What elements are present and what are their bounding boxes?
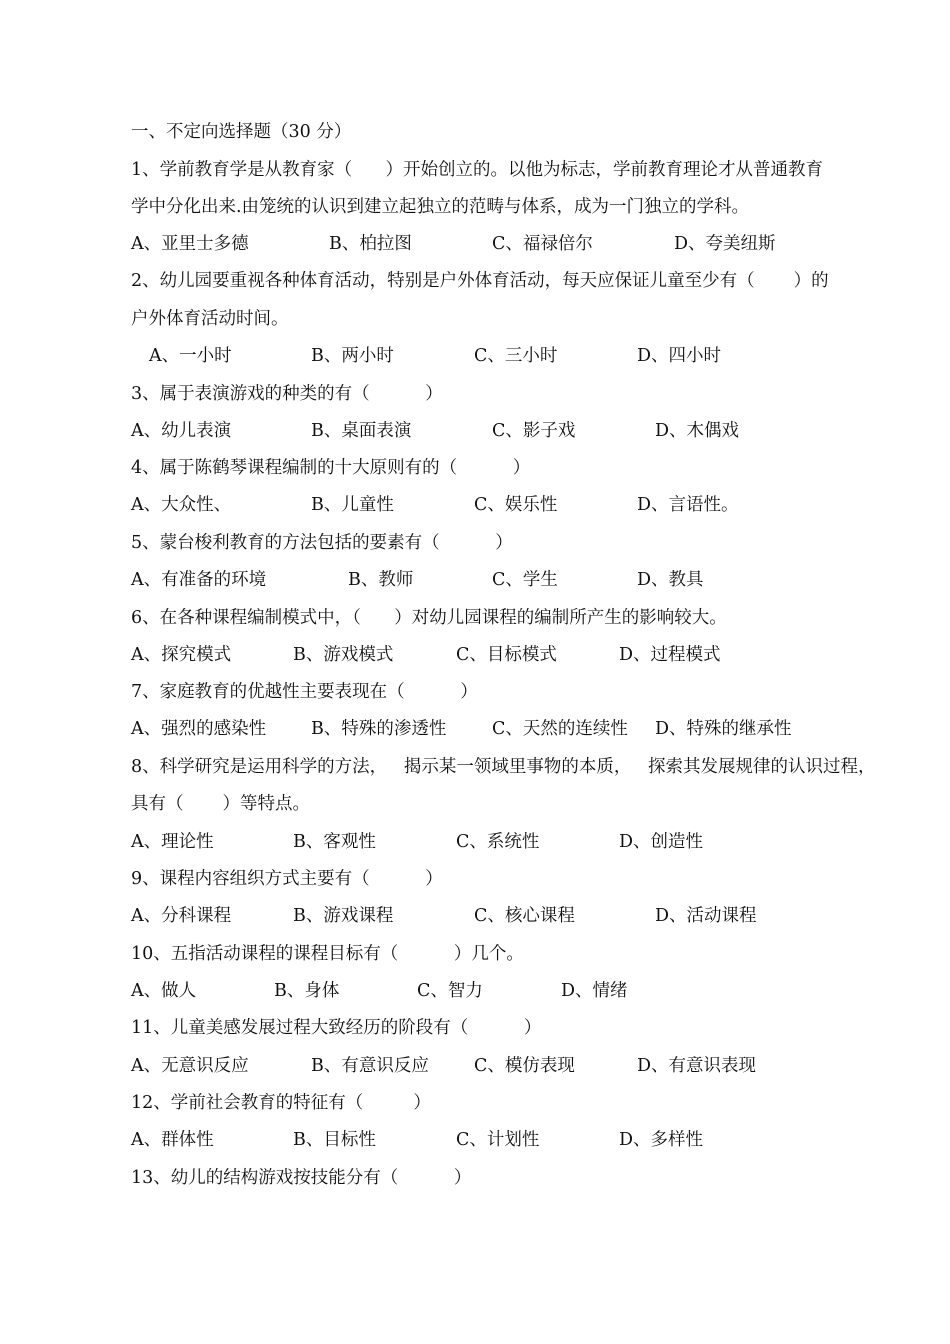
question-3-text: 3、属于表演游戏的种类的有（ ）	[131, 384, 443, 404]
question-2-text-cont: 户外体育活动时间。	[131, 309, 289, 329]
option-a: A、大众性、	[131, 495, 232, 515]
option-c: C、娱乐性	[474, 495, 558, 515]
option-d: D、活动课程	[655, 906, 757, 926]
option-a: A、幼儿表演	[131, 421, 232, 441]
question-4-text: 4、属于陈鹤琴课程编制的十大原则有的（ ）	[131, 458, 531, 478]
option-a: A、一小时	[149, 346, 232, 366]
question-2-text: 2、幼儿园要重视各种体育活动，特别是户外体育活动，每天应保证儿童至少有（ ）的	[131, 271, 829, 291]
option-c: C、学生	[492, 570, 558, 590]
option-c: C、计划性	[456, 1130, 540, 1150]
option-d: D、情绪	[561, 981, 628, 1001]
question-1-text-cont: 学中分化出来.由笼统的认识到建立起独立的范畴与体系，成为一门独立的学科。	[131, 197, 750, 217]
option-a: A、亚里士多德	[131, 234, 249, 254]
option-c: C、系统性	[456, 832, 540, 852]
option-a: A、做人	[131, 981, 197, 1001]
option-b: B、客观性	[293, 832, 376, 852]
option-c: C、影子戏	[492, 421, 576, 441]
option-d: D、创造性	[619, 832, 704, 852]
option-d: D、教具	[637, 570, 704, 590]
option-c: C、核心课程	[474, 906, 575, 926]
question-8-text-cont: 具有（ ）等特点。	[131, 794, 310, 814]
question-12-options	[131, 1129, 891, 1151]
question-6-options	[131, 644, 891, 666]
option-c: C、天然的连续性	[492, 719, 628, 739]
question-7-options	[131, 718, 891, 740]
question-10-options	[131, 980, 891, 1002]
option-d: D、过程模式	[619, 645, 721, 665]
option-a: A、探究模式	[131, 645, 232, 665]
option-c: C、目标模式	[456, 645, 557, 665]
question-2-options	[149, 345, 909, 367]
question-10-text: 10、五指活动课程的课程目标有（ ）几个。	[131, 944, 524, 964]
question-11-options	[131, 1055, 891, 1077]
option-d: D、言语性。	[637, 495, 739, 515]
option-b: B、身体	[274, 981, 340, 1001]
option-d: D、多样性	[619, 1130, 704, 1150]
option-b: B、教师	[348, 570, 414, 590]
option-c: C、智力	[417, 981, 483, 1001]
question-13-text: 13、幼儿的结构游戏按技能分有（ ）	[131, 1168, 472, 1188]
question-1-options	[131, 233, 891, 255]
option-a: A、理论性	[131, 832, 214, 852]
option-b: B、目标性	[293, 1130, 376, 1150]
question-7-text: 7、家庭教育的优越性主要表现在（ ）	[131, 682, 478, 702]
option-d: D、四小时	[637, 346, 722, 366]
question-8-text: 8、科学研究是运用科学的方法， 揭示某一领域里事物的本质， 探索其发展规律的认识过程，	[131, 757, 876, 777]
option-c: C、福禄倍尔	[492, 234, 593, 254]
option-b: B、特殊的渗透性	[311, 719, 447, 739]
option-c: C、三小时	[474, 346, 558, 366]
question-4-options	[131, 494, 891, 516]
option-a: A、群体性	[131, 1130, 214, 1150]
option-c: C、模仿表现	[474, 1056, 575, 1076]
option-d: D、木偶戏	[655, 421, 740, 441]
option-b: B、游戏模式	[293, 645, 394, 665]
question-9-text: 9、课程内容组织方式主要有（ ）	[131, 869, 443, 889]
question-11-text: 11、儿童美感发展过程大致经历的阶段有（ ）	[131, 1018, 542, 1038]
option-b: B、儿童性	[311, 495, 394, 515]
option-a: A、分科课程	[131, 906, 232, 926]
question-9-options	[131, 905, 891, 927]
question-8-options	[131, 831, 891, 853]
question-1-text: 1、学前教育学是从教育家（ ）开始创立的。以他为标志，学前教育理论才从普通教育	[131, 160, 824, 180]
option-a: A、强烈的感染性	[131, 719, 267, 739]
option-d: D、夸美纽斯	[674, 234, 776, 254]
option-a: A、有准备的环境	[131, 570, 267, 590]
question-5-options	[131, 569, 891, 591]
question-5-text: 5、蒙台梭利教育的方法包括的要素有（ ）	[131, 533, 513, 553]
option-b: B、有意识反应	[311, 1056, 429, 1076]
option-b: B、两小时	[311, 346, 394, 366]
option-b: B、桌面表演	[311, 421, 412, 441]
option-b: B、柏拉图	[329, 234, 412, 254]
question-12-text: 12、学前社会教育的特征有（ ）	[131, 1093, 431, 1113]
option-a: A、无意识反应	[131, 1056, 249, 1076]
option-d: D、特殊的继承性	[655, 719, 792, 739]
question-3-options	[131, 420, 891, 442]
option-d: D、有意识表现	[637, 1056, 757, 1076]
section-title: 一、不定向选择题（30 分）	[131, 122, 352, 142]
option-b: B、游戏课程	[293, 906, 394, 926]
question-6-text: 6、在各种课程编制模式中，（ ）对幼儿园课程的编制所产生的影响较大。	[131, 608, 727, 628]
